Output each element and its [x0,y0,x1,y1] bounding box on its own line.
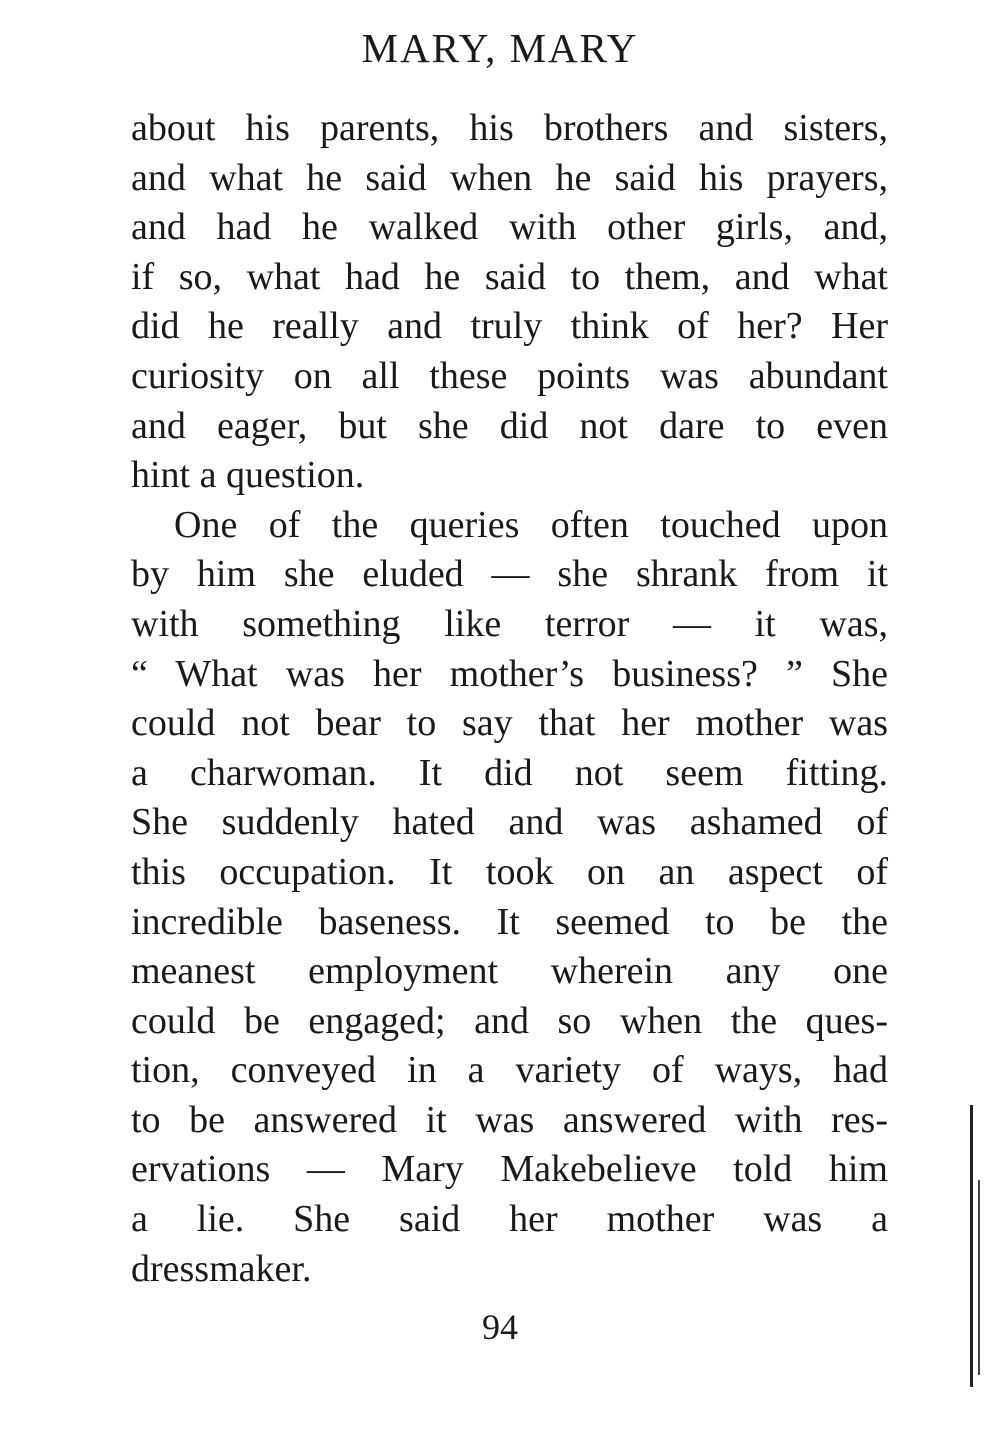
text-line: with something like terror — it was, [131,602,888,645]
text-line: incredible baseness. It seemed to be the [131,900,888,943]
text-line: dressmaker. [131,1247,312,1290]
text-line: and what he said when he said his prayers, [131,156,888,199]
text-line: and eager, but she did not dare to even [131,404,888,447]
text-line: a charwoman. It did not seem fitting. [131,751,888,794]
text-line: meanest employment wherein any one [131,950,888,993]
text-line: this occupation. It took on an aspect of [131,850,888,893]
text-line: by him she eluded — she shrank from it [131,553,888,596]
text-line: and had he walked with other girls, and, [131,206,888,249]
text-line: could not bear to say that her mother was [131,702,888,745]
text-line: to be answered it was answered with res- [131,1098,888,1141]
text-line: One of the queries often touched upon [174,503,888,546]
text-line: did he really and truly think of her? Her [131,305,888,348]
text-line: She suddenly hated and was ashamed of [131,801,888,844]
text-line: “ What was her mother’s business? ” She [131,652,888,695]
paragraph [131,104,888,501]
body-text [131,104,888,1294]
text-line: tion, conveyed in a variety of ways, had [131,1049,888,1092]
paragraph [131,501,888,1295]
running-head: MARY, MARY [361,25,639,71]
text-line: hint a question. [131,454,365,497]
text-line: about his parents, his brothers and sisters, [131,107,888,149]
text-line: if so, what had he said to them, and what [131,255,888,298]
text-line: ervations — Mary Makebelieve told him [131,1148,888,1191]
page-edge-mark [970,1105,973,1387]
page-edge-mark [978,1180,980,1375]
text-line: could be engaged; and so when the ques- [131,999,888,1042]
text-line: a lie. She said her mother was a [131,1198,888,1241]
text-line: curiosity on all these points was abundant [131,354,888,397]
page-number: 94 [482,1307,518,1347]
